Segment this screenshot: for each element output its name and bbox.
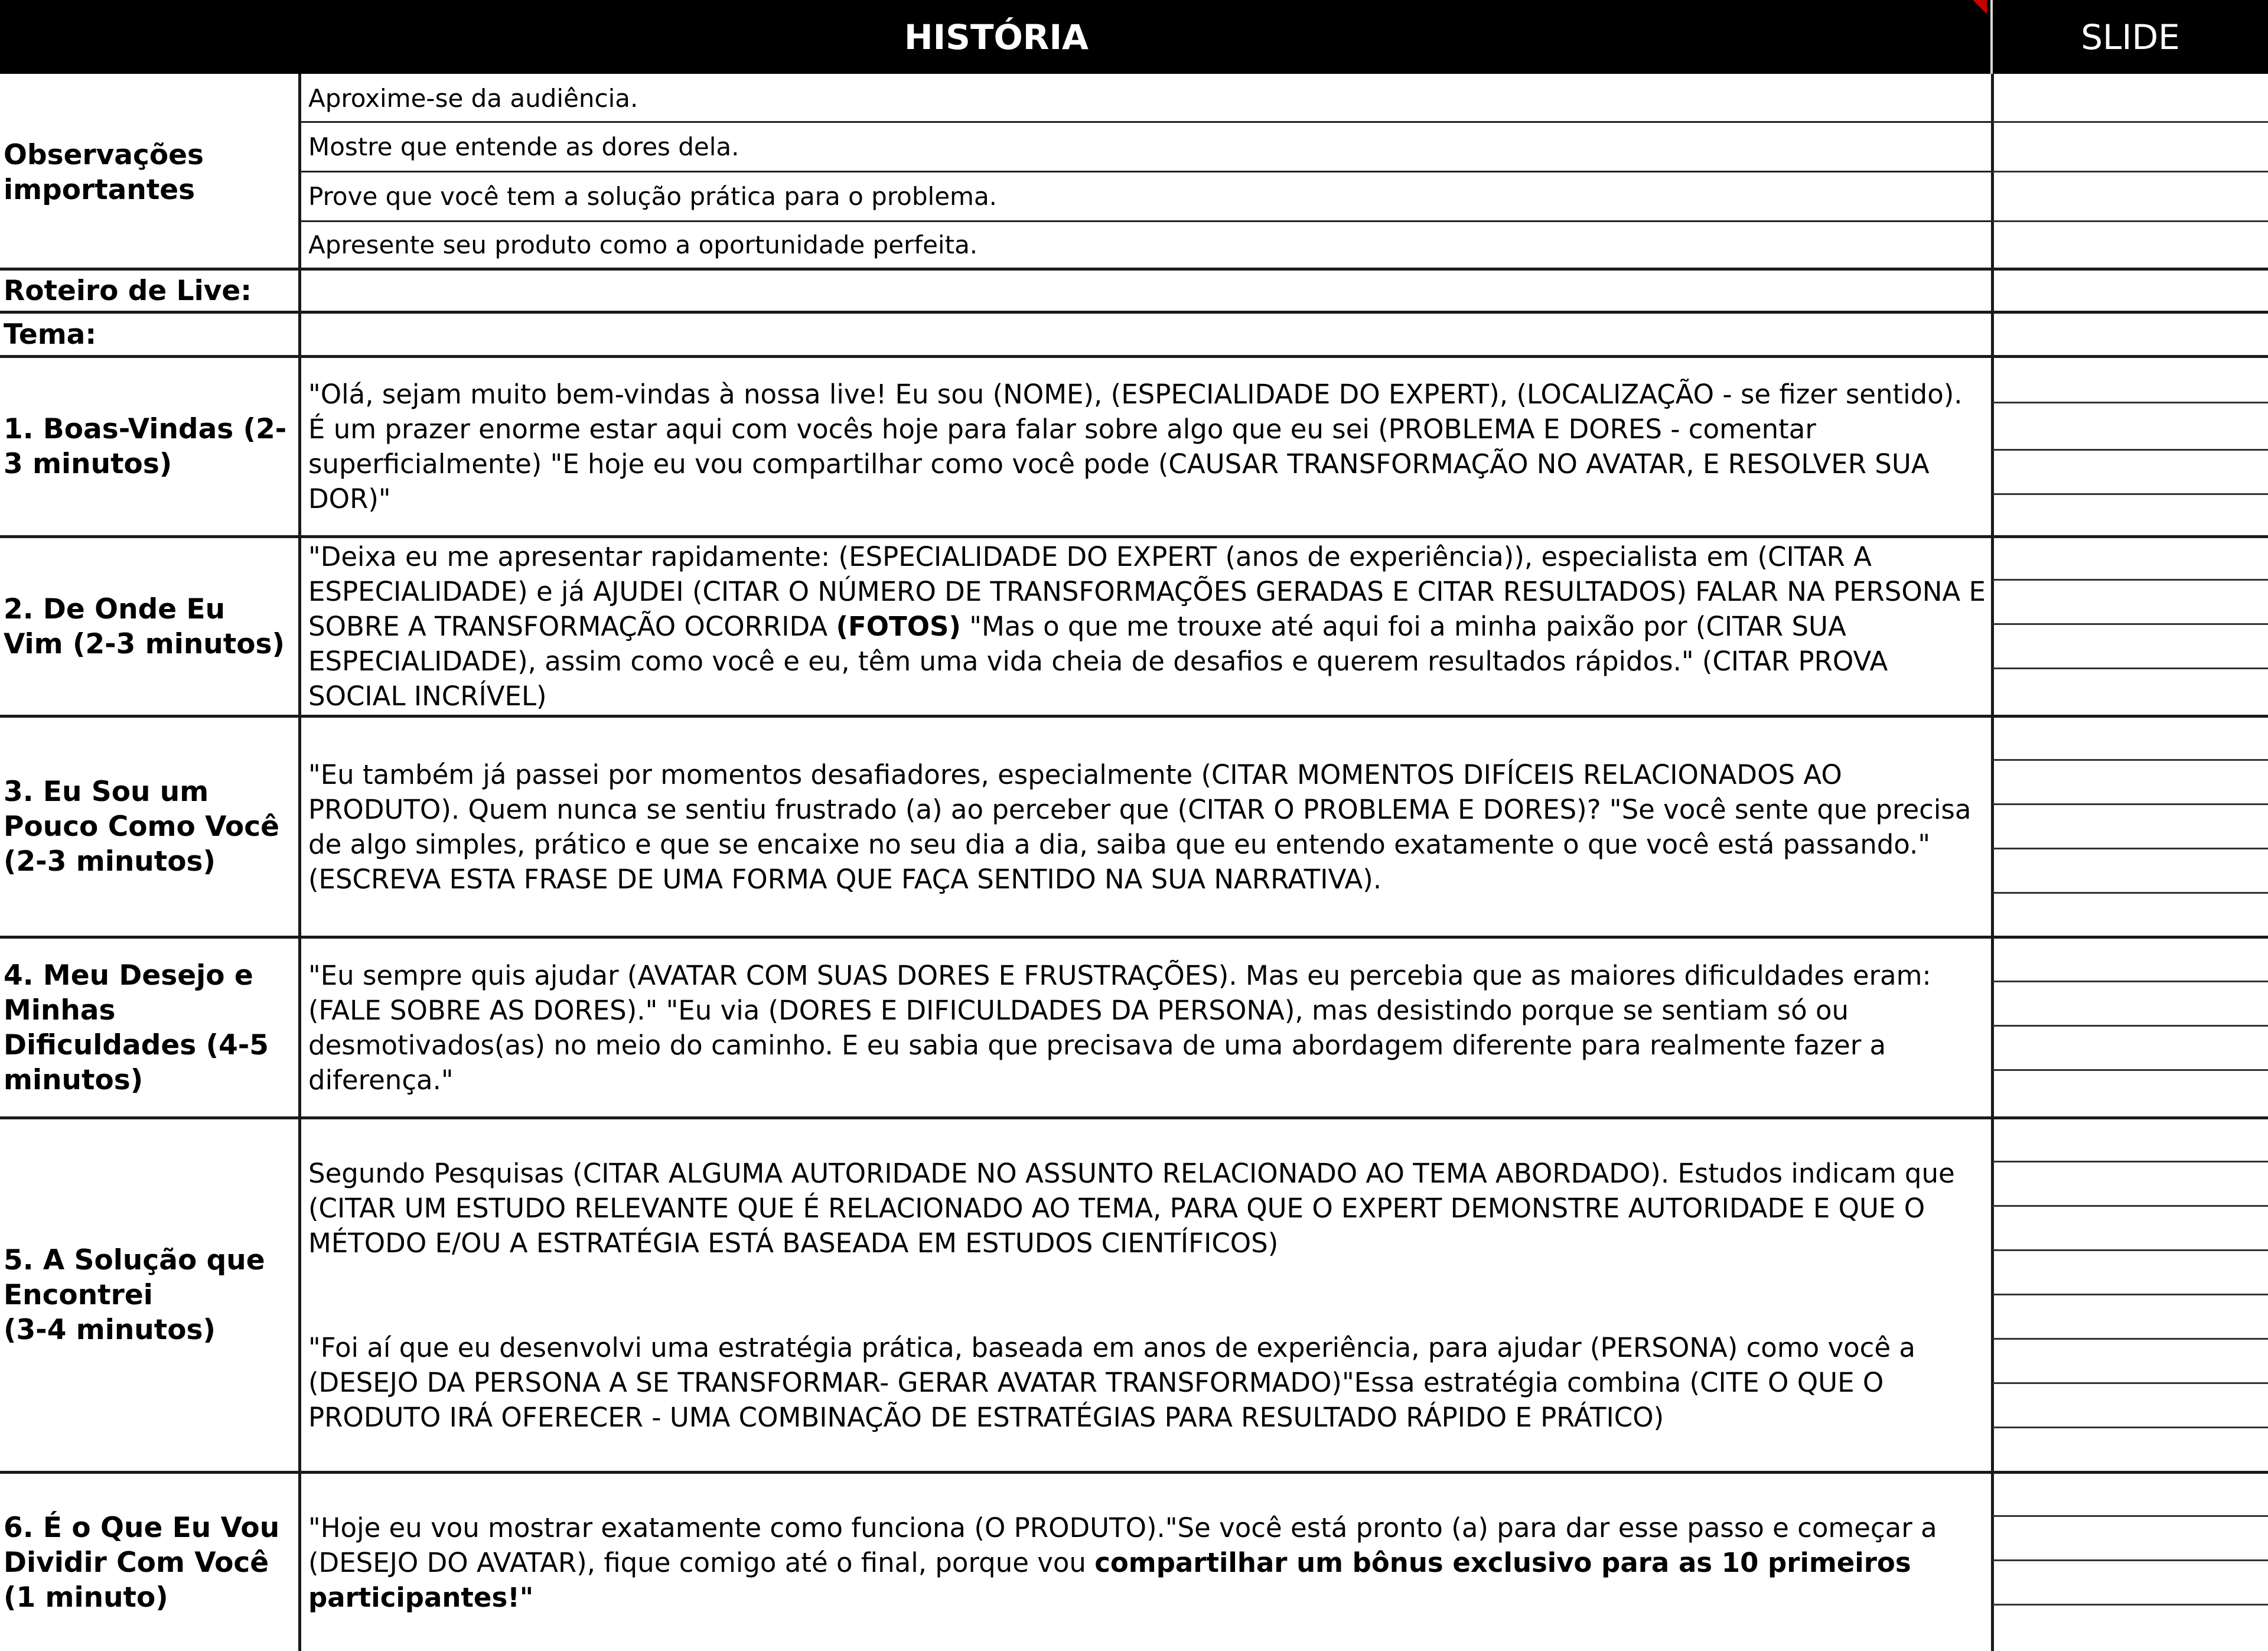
section-paragraph: "Foi aí que eu desenvolvi uma estratégia prática, baseada em anos de experiência, para ajudar (PERSONA) como você a (DESEJO DA PERSONA A SE TRANSFORMAR- GERAR AVATAR TRANSFORMADO)"Essa estratégia combina (CITE O QUE O PRODUTO IRÁ OFERECER - UMA COMBINAÇÃO DE ESTRATÉGIAS PARA RESULTADO RÁPIDO E PRÁTICO) [308, 1331, 1915, 1433]
observation-item: Aproxime-se da audiência. [308, 84, 638, 113]
section-label-de-onde-eu-vim: 2. De Onde Eu Vim (2-3 minutos) [4, 592, 285, 660]
slide-cell-line [1993, 892, 2268, 894]
slide-cell-line [1993, 449, 2268, 451]
roteiro-input[interactable] [308, 271, 1986, 311]
slide-cell-line [1993, 981, 2268, 982]
comment-indicator-icon [1973, 0, 1987, 14]
slide-cell-line [1993, 220, 2268, 222]
section-paragraph: Segundo Pesquisas (CITAR ALGUMA AUTORIDADE NO ASSUNTO RELACIONADO AO TEMA ABORDADO). Estudos indicam que (CITAR UM ESTUDO RELEVANTE QUE É RELACIONADO AO TEMA, PARA QUE O EXPERT DEMONSTRE AUTORIDADE E QUE O MÉTODO E/OU A ESTRATÉGIA ESTÁ BASEADA EM ESTUDOS CIENTÍFICOS) [308, 1157, 1955, 1259]
slide-cell-line [1993, 579, 2268, 581]
slide-cell-line [1993, 1382, 2268, 1384]
section-text-a-solucao [308, 1119, 1986, 1471]
slide-cell-line [1993, 1604, 2268, 1606]
section-text: "Mas o que me trouxe até aqui foi a minha paixão por (CITAR SUA ESPECIALIDADE), assim como você e eu, têm uma vida cheia de desafios e querem resultados rápidos." (CITAR PROVA SOCIAL INCRÍVEL) [308, 611, 1888, 712]
section-label-boas-vindas: 1. Boas-Vindas (2- 3 minutos) [4, 413, 287, 480]
slide-cell-line [1993, 1559, 2268, 1561]
section-text-bold: compartilhar um bônus exclusivo para as 10 primeiros participantes!" [308, 1546, 1911, 1613]
section-text-bold: (FOTOS) [836, 611, 961, 642]
slide-cell-line [1993, 1338, 2268, 1340]
section-text: "Olá, sejam muito bem-vindas à nossa live! Eu sou (NOME), (ESPECIALIDADE DO EXPERT), (LOCALIZAÇÃO - se fizer sentido). É um prazer enorme estar aqui com vocês hoje para falar sobre algo que eu sei (PROBLEMA E DORES - comentar superficialmente) "E hoje eu vou compartilhar como você pode (CAUSAR TRANSFORMAÇÃO NO AVATAR, E RESOLVER SUA DOR)" [308, 379, 1963, 514]
section-text: "Eu também já passei por momentos desafiadores, especialmente (CITAR MOMENTOS DIFÍCEIS RELACIONADOS AO PRODUTO). Quem nunca se sentiu frustrado (a) ao perceber que (CITAR O PROBLEMA E DORES)? "Se você sente que precisa de algo simples, prático e que se encaixe no seu dia a dia, saiba que eu entendo exatamente o que você está passando." (ESCREVA ESTA FRASE DE UMA FORMA QUE FAÇA SENTIDO NA SUA NARRATIVA). [308, 758, 1972, 895]
section-label-meu-desejo: 4. Meu Desejo e Minhas Dificuldades (4-5 minutos) [4, 959, 269, 1096]
slide-cell-line [1993, 623, 2268, 625]
observation-item: Apresente seu produto como a oportunidade perfeita. [308, 230, 978, 259]
slide-cell-line [1993, 759, 2268, 761]
observation-item: Prove que você tem a solução prática para o problema. [308, 182, 998, 211]
section-text-e-o-que-eu-vou-dividir [308, 1474, 1986, 1651]
section-label-e-o-que-eu-vou-dividir: 6. É o Que Eu Vou Dividir Com Você (1 minuto) [4, 1511, 280, 1614]
slide-cell-line [1993, 1161, 2268, 1162]
section-text-meu-desejo [308, 939, 1986, 1116]
slide-cell-line [1993, 1249, 2268, 1251]
section-text: "Eu sempre quis ajudar (AVATAR COM SUAS DORES E FRUSTRAÇÕES). Mas eu percebia que as maiores dificuldades eram: (FALE SOBRE AS DORES)." "Eu via (DORES E DIFICULDADES DA PERSONA), mas desistindo porque se sentiam só ou desmotivados(as) no meio do caminho. E eu sabia que precisava de uma abordagem diferente para realmente fazer a diferença." [308, 959, 1931, 1096]
paragraph-gap [308, 1261, 1986, 1330]
observations-label: Observações importantes [4, 138, 204, 206]
slide-cell-line [1993, 1069, 2268, 1071]
tema-label: Tema: [4, 318, 97, 351]
section-text: "Hoje eu vou mostrar exatamente como funciona (O PRODUTO)."Se você está pronto (a) para dar esse passo e começar a (DESEJO DO AVATAR), fique comigo até o final, porque vou [308, 1512, 1937, 1578]
header-title: HISTÓRIA [904, 17, 1089, 57]
slide-cell-line [1993, 171, 2268, 172]
slide-cell-line [1993, 1025, 2268, 1027]
slide-cell-line [1993, 1515, 2268, 1517]
roteiro-label: Roteiro de Live: [4, 274, 252, 307]
observation-item: Mostre que entende as dores dela. [308, 132, 739, 161]
slide-cell-line [1993, 1205, 2268, 1207]
section-text: "Deixa eu me apresentar rapidamente: (ESPECIALIDADE DO EXPERT (anos de experiência)), especialista em (CITAR A ESPECIALIDADE) e já AJUDEI (CITAR O NÚMERO DE TRANSFORMAÇÕES GERADAS E CITAR RESULTADOS) FALAR NA PERSONA E SOBRE A TRANSFORMAÇÃO OCORRIDA [308, 541, 1986, 642]
section-label-eu-sou-um-pouco: 3. Eu Sou um Pouco Como Você (2-3 minutos) [4, 776, 279, 878]
section-text-de-onde-eu-vim [308, 538, 1986, 715]
slide-cell-line [1993, 803, 2268, 805]
slide-cell-line [1993, 667, 2268, 669]
section-label-a-solucao: 5. A Solução que Encontrei (3-4 minutos) [4, 1244, 265, 1346]
section-text-boas-vindas [308, 358, 1986, 535]
slide-cell-line [1993, 1427, 2268, 1428]
slide-cell-line [1993, 848, 2268, 849]
slide-cell-line [1993, 402, 2268, 403]
tema-input[interactable] [308, 314, 1986, 355]
slide-cell-line [1993, 121, 2268, 123]
header-slide-label: SLIDE [2081, 17, 2180, 57]
section-text-eu-sou-um-pouco [308, 718, 1986, 936]
slide-cell-line [1993, 493, 2268, 495]
slide-cell-line [1993, 1294, 2268, 1295]
